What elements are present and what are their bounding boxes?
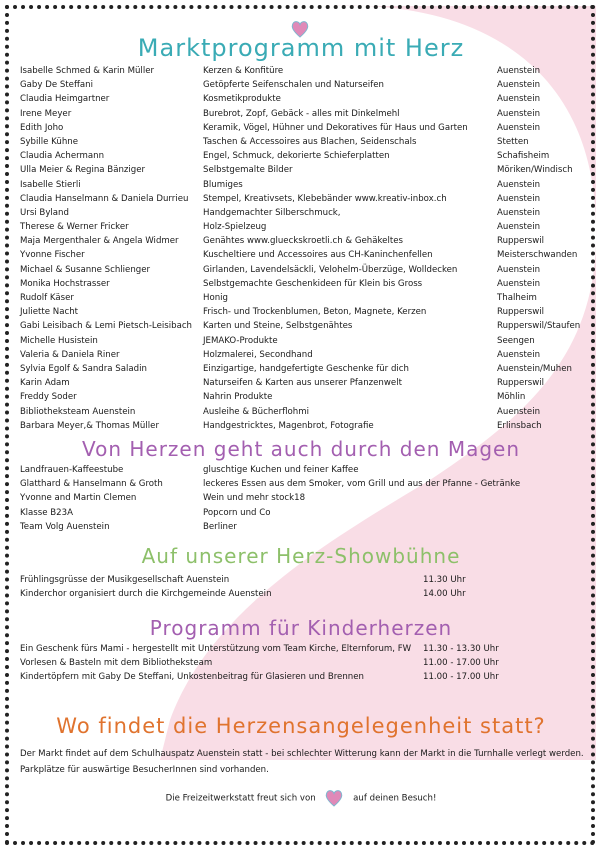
market-product: Genähtes www.glueckskroetli.ch & Gehäkeltes <box>203 236 403 247</box>
market-name: Therese & Werner Fricker <box>20 222 129 233</box>
market-row <box>20 192 590 206</box>
food-name: Klasse B23A <box>20 507 73 518</box>
market-place: Auenstein <box>497 193 541 204</box>
market-product: Kosmetikprodukte <box>203 94 281 105</box>
market-product: Selbstgemalte Bilder <box>203 165 293 176</box>
market-row <box>20 334 590 348</box>
market-row <box>20 163 590 177</box>
location-info <box>20 746 586 778</box>
market-name: Gaby De Steffani <box>20 80 93 91</box>
market-product: JEMAKO-Produkte <box>203 335 278 346</box>
market-row <box>20 78 590 92</box>
kids-time: 11.30 - 13.30 Uhr <box>423 644 499 654</box>
market-product: Selbstgemachte Geschenkideen für Klein bis Gross <box>203 278 423 289</box>
food-name: Team Volg Auenstein <box>20 521 110 532</box>
market-row <box>20 390 590 404</box>
market-row <box>20 376 590 390</box>
market-place: Auenstein <box>497 122 541 133</box>
footer-text-before: Die Freizeitwerkstatt freut sich von <box>165 793 316 804</box>
market-name: Valeria & Daniela Riner <box>20 349 120 360</box>
market-row <box>20 305 590 319</box>
market-row <box>20 149 590 163</box>
market-place: Auenstein <box>497 278 541 289</box>
market-product: Nahrin Produkte <box>203 392 273 403</box>
market-row <box>20 92 590 106</box>
market-row <box>20 234 590 248</box>
market-place: Erlinsbach <box>497 420 542 431</box>
market-place: Rupperswil/Staufen <box>497 321 581 332</box>
food-offer: gluschtige Kuchen und feiner Kaffee <box>203 465 359 475</box>
market-row <box>20 178 590 192</box>
market-name: Sybille Kühne <box>20 136 79 147</box>
market-place: Auenstein <box>497 222 541 233</box>
market-row <box>20 419 590 433</box>
market-row <box>20 220 590 234</box>
where-heading: Wo findet die Herzensangelegenheit statt? <box>56 714 546 738</box>
market-name: Michelle Husistein <box>20 335 98 346</box>
food-name: Landfrauen-Kaffeestube <box>20 465 124 475</box>
market-name: Irene Meyer <box>20 108 72 119</box>
food-heading: Von Herzen geht auch durch den Magen <box>81 437 521 461</box>
market-name: Gabi Leisibach & Lemi Pietsch-Leisibach <box>20 321 193 332</box>
market-product: Burebrot, Zopf, Gebäck - alles mit Dinkelmehl <box>203 108 400 119</box>
kids-event: Kindertöpfern mit Gaby De Steffani, Unkostenbeitrag für Glasieren und Brennen <box>20 672 364 683</box>
stage-time: 11.30 Uhr <box>423 575 466 585</box>
heart-icon <box>324 788 344 808</box>
food-row <box>20 477 590 491</box>
market-name: Michael & Susanne Schlienger <box>20 264 151 275</box>
market-place: Seengen <box>497 335 535 346</box>
market-name: Isabelle Schmed & Karin Müller <box>20 66 155 76</box>
kids-time: 11.00 - 17.00 Uhr <box>423 658 499 669</box>
market-product: Honig <box>203 293 229 303</box>
market-place: Auenstein <box>497 66 541 76</box>
location-text: Der Markt findet auf dem Schulhauspatz Auenstein statt - bei schlechter Witterung kann der Markt in die Turnhalle verlegt werden. <box>20 749 584 759</box>
market-place: Möhlin <box>497 392 526 403</box>
food-row <box>20 520 590 534</box>
market-place: Auenstein <box>497 80 541 91</box>
market-name: Rudolf Käser <box>20 293 74 303</box>
market-name: Yvonne Fischer <box>20 250 85 261</box>
market-heading: Marktprogramm mit Herz <box>137 34 465 62</box>
market-row <box>20 319 590 333</box>
market-row <box>20 107 590 121</box>
market-row <box>20 348 590 362</box>
market-row <box>20 362 590 376</box>
market-product: Keramik, Vögel, Hühner und Dekoratives für Haus und Garten <box>203 122 468 133</box>
market-row <box>20 277 590 291</box>
stage-program-list <box>20 573 590 601</box>
food-offer: Berliner <box>203 521 237 532</box>
market-product: Holz-Spielzeug <box>203 222 267 233</box>
market-name: Claudia Achermann <box>20 151 105 162</box>
market-place: Auenstein <box>497 179 541 190</box>
market-product: Blumiges <box>203 179 243 190</box>
kids-time: 11.00 - 17.00 Uhr <box>423 672 499 683</box>
market-name: Monika Hochstrasser <box>20 278 110 289</box>
market-vendor-list <box>20 64 590 433</box>
market-name: Edith Joho <box>20 122 64 133</box>
market-name: Claudia Heimgartner <box>20 94 110 105</box>
market-name: Sylvia Egolf & Sandra Saladin <box>20 363 147 374</box>
market-place: Auenstein <box>497 349 541 360</box>
market-name: Juliette Nacht <box>20 307 79 318</box>
market-row <box>20 291 590 305</box>
market-product: Taschen & Accessoires aus Blachen, Seidenschals <box>203 136 417 147</box>
market-place: Rupperswil <box>497 236 545 247</box>
market-name: Ulla Meier & Regina Bänziger <box>20 165 146 176</box>
market-place: Thalheim <box>497 293 537 303</box>
market-product: Holzmalerei, Secondhand <box>203 349 313 360</box>
kids-event: Ein Geschenk fürs Mami - hergestellt mit Unterstützung vom Team Kirche, Elternforum, FW <box>20 644 412 654</box>
market-product: Frisch- und Trockenblumen, Beton, Magnete, Kerzen <box>203 307 427 318</box>
stage-event: Kinderchor organisiert durch die Kirchgemeinde Auenstein <box>20 589 272 600</box>
stage-event: Frühlingsgrüsse der Musikgesellschaft Auenstein <box>20 575 230 585</box>
kids-row <box>20 642 590 656</box>
market-row <box>20 121 590 135</box>
market-place: Auenstein <box>497 264 541 275</box>
food-name: Glatthard & Hanselmann & Groth <box>20 479 163 490</box>
food-vendor-list <box>20 463 590 534</box>
market-product: Kerzen & Konfitüre <box>203 66 284 76</box>
market-product: Einzigartige, handgefertigte Geschenke für dich <box>203 363 409 374</box>
market-name: Bibliotheksteam Auenstein <box>20 406 136 417</box>
footer <box>0 788 602 809</box>
food-row <box>20 463 590 477</box>
market-place: Auenstein <box>497 94 541 105</box>
market-name: Freddy Soder <box>20 392 77 403</box>
food-offer: Popcorn und Co <box>203 507 271 518</box>
kids-heading: Programm für Kinderherzen <box>149 616 453 640</box>
market-row <box>20 263 590 277</box>
stage-row <box>20 587 590 601</box>
market-product: Stempel, Kreativsets, Klebebänder www.kreativ-inbox.ch <box>203 193 447 204</box>
market-product: Engel, Schmuck, dekorierte Schieferplatten <box>203 151 390 162</box>
market-product: Karten und Steine, Selbstgenähtes <box>203 321 353 332</box>
market-row <box>20 135 590 149</box>
market-product: Getöpferte Seifenschalen und Naturseifen <box>203 80 384 91</box>
kids-row <box>20 656 590 670</box>
food-name: Yvonne and Martin Clemen <box>20 493 137 504</box>
kids-row <box>20 670 590 684</box>
market-place: Auenstein <box>497 108 541 119</box>
stage-heading: Auf unserer Herz-Showbühne <box>141 544 461 568</box>
market-product: Girlanden, Lavendelsäckli, Velohelm-Überzüge, Wolldecken <box>203 264 458 275</box>
market-row <box>20 64 590 78</box>
food-offer: Wein und mehr stock18 <box>203 493 306 504</box>
food-row <box>20 491 590 505</box>
market-name: Karin Adam <box>20 378 70 389</box>
market-name: Ursi Byland <box>20 207 69 218</box>
food-offer: leckeres Essen aus dem Smoker, vom Grill und aus der Pfanne - Getränke <box>203 479 521 490</box>
market-name: Maja Mergenthaler & Angela Widmer <box>20 236 179 247</box>
market-place: Meisterschwanden <box>497 250 578 261</box>
market-product: Handgemachter Silberschmuck, <box>203 207 341 218</box>
footer-text-after: auf deinen Besuch! <box>353 793 437 804</box>
market-place: Schafisheim <box>497 151 550 162</box>
food-row <box>20 506 590 520</box>
market-place: Auenstein <box>497 406 541 417</box>
parking-text: Parkplätze für auswärtige BesucherInnen sind vorhanden. <box>20 765 269 775</box>
market-place: Auenstein/Muhen <box>497 363 572 374</box>
kids-program-list <box>20 642 590 685</box>
market-place: Auenstein <box>497 207 541 218</box>
market-name: Claudia Hanselmann & Daniela Durrieu <box>20 193 189 204</box>
market-product: Handgestricktes, Magenbrot, Fotografie <box>203 420 374 431</box>
market-name: Isabelle Stierli <box>20 179 81 190</box>
stage-row <box>20 573 590 587</box>
market-product: Naturseifen & Karten aus unserer Pfanzenwelt <box>203 378 402 389</box>
market-row <box>20 405 590 419</box>
market-row <box>20 248 590 262</box>
market-row <box>20 206 590 220</box>
market-place: Rupperswil <box>497 307 545 318</box>
market-product: Ausleihe & Bücherflohmi <box>203 406 309 417</box>
market-place: Rupperswil <box>497 378 545 389</box>
market-place: Möriken/Windisch <box>497 165 573 176</box>
market-place: Stetten <box>497 136 529 147</box>
market-name: Barbara Meyer,& Thomas Müller <box>20 420 159 431</box>
kids-event: Vorlesen & Basteln mit dem Bibliotheksteam <box>20 658 213 669</box>
market-product: Kuscheltiere und Accessoires aus CH-Kaninchenfellen <box>203 250 433 261</box>
stage-time: 14.00 Uhr <box>423 589 466 600</box>
